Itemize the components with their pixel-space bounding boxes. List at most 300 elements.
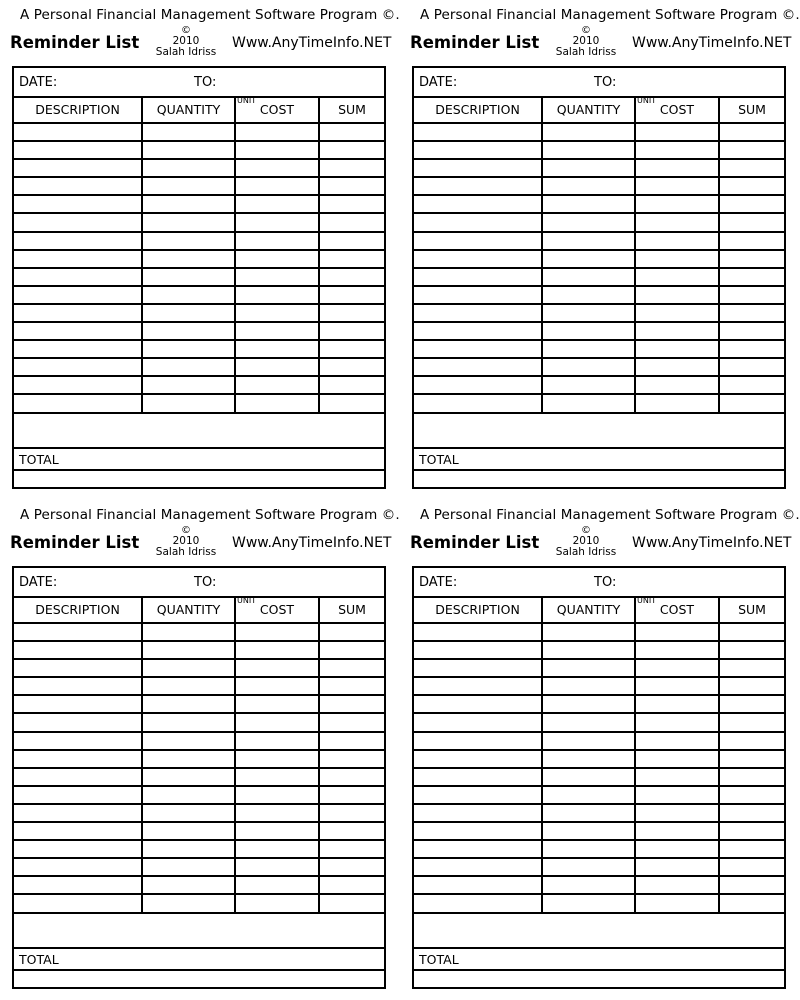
unit-cost-cell[interactable] xyxy=(235,304,319,322)
unit-cost-cell[interactable] xyxy=(635,894,719,912)
unit-cost-cell[interactable] xyxy=(635,358,719,376)
description-cell[interactable] xyxy=(414,304,542,322)
quantity-cell[interactable] xyxy=(142,768,235,786)
unit-cost-cell[interactable] xyxy=(635,786,719,804)
sum-cell[interactable] xyxy=(319,858,384,876)
quantity-cell[interactable] xyxy=(142,858,235,876)
sum-cell[interactable] xyxy=(719,213,784,231)
quantity-cell[interactable] xyxy=(142,195,235,213)
unit-cost-cell[interactable] xyxy=(635,376,719,394)
unit-cost-cell[interactable] xyxy=(635,159,719,177)
quantity-cell[interactable] xyxy=(542,268,635,286)
table-row xyxy=(414,713,784,731)
quantity-cell[interactable] xyxy=(142,804,235,822)
quantity-cell[interactable] xyxy=(542,286,635,304)
sum-cell[interactable] xyxy=(319,894,384,912)
table-row xyxy=(414,250,784,268)
unit-cost-cell[interactable] xyxy=(635,232,719,250)
unit-cost-cell[interactable] xyxy=(635,822,719,840)
unit-cost-cell[interactable] xyxy=(635,394,719,412)
sum-cell[interactable] xyxy=(319,232,384,250)
unit-cost-cell[interactable] xyxy=(235,195,319,213)
description-cell[interactable] xyxy=(14,695,142,713)
sum-cell[interactable] xyxy=(719,768,784,786)
description-cell[interactable] xyxy=(414,232,542,250)
unit-cost-cell[interactable] xyxy=(235,659,319,677)
unit-cost-cell[interactable] xyxy=(635,840,719,858)
sum-cell[interactable] xyxy=(319,159,384,177)
description-cell[interactable] xyxy=(414,858,542,876)
quantity-cell[interactable] xyxy=(542,623,635,641)
table-row xyxy=(14,894,384,912)
sum-cell[interactable] xyxy=(319,750,384,768)
unit-cost-cell[interactable] xyxy=(635,768,719,786)
table-row xyxy=(414,376,784,394)
unit-cost-cell[interactable] xyxy=(635,713,719,731)
unit-cost-cell[interactable] xyxy=(235,750,319,768)
description-cell[interactable] xyxy=(414,804,542,822)
column-header-unit-cost xyxy=(235,596,319,623)
description-cell[interactable] xyxy=(14,195,142,213)
quantity-cell[interactable] xyxy=(142,623,235,641)
quantity-cell[interactable] xyxy=(542,123,635,141)
quantity-cell[interactable] xyxy=(542,358,635,376)
quantity-cell[interactable] xyxy=(142,641,235,659)
sum-cell[interactable] xyxy=(319,195,384,213)
description-cell[interactable] xyxy=(414,750,542,768)
sum-cell[interactable] xyxy=(719,195,784,213)
description-cell[interactable] xyxy=(14,394,142,412)
unit-cost-cell[interactable] xyxy=(635,695,719,713)
sum-cell[interactable] xyxy=(319,804,384,822)
sum-cell[interactable] xyxy=(319,268,384,286)
description-cell[interactable] xyxy=(414,659,542,677)
sum-cell[interactable] xyxy=(719,641,784,659)
quantity-cell[interactable] xyxy=(142,732,235,750)
table-row xyxy=(14,268,384,286)
quantity-cell[interactable] xyxy=(142,123,235,141)
sum-cell[interactable] xyxy=(719,713,784,731)
unit-cost-cell[interactable] xyxy=(635,858,719,876)
sum-cell[interactable] xyxy=(719,804,784,822)
website-link: Www.AnyTimeInfo.NET xyxy=(232,535,392,551)
date-label: DATE: xyxy=(19,75,58,90)
description-cell[interactable] xyxy=(14,894,142,912)
sum-cell[interactable] xyxy=(719,177,784,195)
description-cell[interactable] xyxy=(14,858,142,876)
description-cell[interactable] xyxy=(414,177,542,195)
quantity-cell[interactable] xyxy=(142,159,235,177)
description-cell[interactable] xyxy=(414,322,542,340)
description-cell[interactable] xyxy=(414,195,542,213)
description-cell[interactable] xyxy=(14,659,142,677)
column-header-quantity: QUANTITY xyxy=(142,596,235,623)
quantity-cell[interactable] xyxy=(142,141,235,159)
description-cell[interactable] xyxy=(414,695,542,713)
unit-cost-cell[interactable] xyxy=(235,732,319,750)
sum-cell[interactable] xyxy=(719,659,784,677)
quantity-cell[interactable] xyxy=(542,677,635,695)
unit-cost-cell[interactable] xyxy=(235,713,319,731)
quantity-cell[interactable] xyxy=(542,659,635,677)
quantity-cell[interactable] xyxy=(142,840,235,858)
quantity-cell[interactable] xyxy=(542,786,635,804)
sum-cell[interactable] xyxy=(719,858,784,876)
unit-cost-cell[interactable] xyxy=(235,394,319,412)
unit-cost-cell[interactable] xyxy=(235,358,319,376)
column-header-description: DESCRIPTION xyxy=(14,596,142,623)
description-cell[interactable] xyxy=(14,177,142,195)
sum-cell[interactable] xyxy=(319,123,384,141)
sum-cell[interactable] xyxy=(319,623,384,641)
unit-cost-cell[interactable] xyxy=(235,641,319,659)
sum-cell[interactable] xyxy=(319,786,384,804)
description-cell[interactable] xyxy=(14,141,142,159)
description-cell[interactable] xyxy=(14,286,142,304)
table-row xyxy=(14,876,384,894)
unit-cost-cell[interactable] xyxy=(635,732,719,750)
quantity-cell[interactable] xyxy=(542,641,635,659)
unit-cost-cell[interactable] xyxy=(635,195,719,213)
table-row xyxy=(414,232,784,250)
quantity-cell[interactable] xyxy=(542,695,635,713)
unit-cost-cell[interactable] xyxy=(235,286,319,304)
sum-cell[interactable] xyxy=(719,141,784,159)
sum-cell[interactable] xyxy=(319,840,384,858)
description-cell[interactable] xyxy=(414,159,542,177)
description-cell[interactable] xyxy=(14,159,142,177)
unit-cost-cell[interactable] xyxy=(635,322,719,340)
table-row xyxy=(14,141,384,159)
unit-cost-cell[interactable] xyxy=(635,641,719,659)
description-cell[interactable] xyxy=(414,286,542,304)
table-row xyxy=(14,322,384,340)
column-header-quantity: QUANTITY xyxy=(142,96,235,123)
table-row xyxy=(14,304,384,322)
description-cell[interactable] xyxy=(14,786,142,804)
quantity-cell[interactable] xyxy=(542,840,635,858)
quantity-cell[interactable] xyxy=(142,822,235,840)
table-row xyxy=(14,840,384,858)
unit-cost-cell[interactable] xyxy=(235,768,319,786)
description-cell[interactable] xyxy=(14,268,142,286)
unit-cost-cell[interactable] xyxy=(635,123,719,141)
sum-cell[interactable] xyxy=(719,695,784,713)
table-row xyxy=(414,340,784,358)
date-row xyxy=(414,68,784,98)
description-cell[interactable] xyxy=(414,623,542,641)
description-cell[interactable] xyxy=(14,641,142,659)
unit-cost-cell[interactable] xyxy=(235,840,319,858)
description-cell[interactable] xyxy=(414,123,542,141)
unit-cost-cell[interactable] xyxy=(235,232,319,250)
sum-cell[interactable] xyxy=(319,286,384,304)
unit-cost-cell[interactable] xyxy=(235,340,319,358)
unit-label: UNIT xyxy=(237,596,257,605)
description-cell[interactable] xyxy=(14,876,142,894)
quantity-cell[interactable] xyxy=(142,322,235,340)
table-row xyxy=(14,677,384,695)
unit-cost-cell[interactable] xyxy=(235,695,319,713)
unit-cost-cell[interactable] xyxy=(635,304,719,322)
unit-cost-cell[interactable] xyxy=(635,659,719,677)
unit-cost-cell[interactable] xyxy=(235,623,319,641)
sum-cell[interactable] xyxy=(319,376,384,394)
unit-cost-cell[interactable] xyxy=(235,786,319,804)
description-cell[interactable] xyxy=(14,822,142,840)
description-cell[interactable] xyxy=(414,141,542,159)
sum-cell[interactable] xyxy=(319,695,384,713)
description-cell[interactable] xyxy=(14,123,142,141)
sum-cell[interactable] xyxy=(719,677,784,695)
quantity-cell[interactable] xyxy=(142,250,235,268)
unit-cost-cell[interactable] xyxy=(235,876,319,894)
sum-cell[interactable] xyxy=(719,894,784,912)
column-header-unit-cost xyxy=(235,96,319,123)
table-row xyxy=(414,286,784,304)
sum-cell[interactable] xyxy=(719,232,784,250)
quantity-cell[interactable] xyxy=(542,304,635,322)
quantity-cell[interactable] xyxy=(142,232,235,250)
sum-cell[interactable] xyxy=(319,213,384,231)
quantity-cell[interactable] xyxy=(542,768,635,786)
quantity-cell[interactable] xyxy=(142,394,235,412)
software-tagline: A Personal Financial Management Software Program ©. xyxy=(20,7,400,23)
quantity-cell[interactable] xyxy=(142,213,235,231)
sum-cell[interactable] xyxy=(719,623,784,641)
table-row xyxy=(14,786,384,804)
quantity-cell[interactable] xyxy=(142,268,235,286)
description-cell[interactable] xyxy=(14,304,142,322)
unit-cost-cell[interactable] xyxy=(635,213,719,231)
column-header-description: DESCRIPTION xyxy=(414,96,542,123)
unit-cost-cell[interactable] xyxy=(635,268,719,286)
column-header-unit-cost xyxy=(635,96,719,123)
sum-cell[interactable] xyxy=(319,822,384,840)
sum-cell[interactable] xyxy=(319,358,384,376)
description-cell[interactable] xyxy=(414,394,542,412)
unit-cost-cell[interactable] xyxy=(635,250,719,268)
quantity-cell[interactable] xyxy=(542,213,635,231)
unit-cost-cell[interactable] xyxy=(635,141,719,159)
sum-cell[interactable] xyxy=(719,268,784,286)
sum-cell[interactable] xyxy=(719,750,784,768)
quantity-cell[interactable] xyxy=(542,876,635,894)
sum-cell[interactable] xyxy=(319,340,384,358)
description-cell[interactable] xyxy=(14,322,142,340)
unit-cost-cell[interactable] xyxy=(635,677,719,695)
description-cell[interactable] xyxy=(414,732,542,750)
description-cell[interactable] xyxy=(14,713,142,731)
sum-cell[interactable] xyxy=(319,713,384,731)
sum-cell[interactable] xyxy=(719,822,784,840)
description-cell[interactable] xyxy=(414,713,542,731)
description-cell[interactable] xyxy=(414,840,542,858)
description-cell[interactable] xyxy=(414,340,542,358)
sum-cell[interactable] xyxy=(719,322,784,340)
description-cell[interactable] xyxy=(414,786,542,804)
description-cell[interactable] xyxy=(414,876,542,894)
quantity-cell[interactable] xyxy=(542,858,635,876)
description-cell[interactable] xyxy=(14,213,142,231)
table-row xyxy=(14,641,384,659)
table-row xyxy=(414,177,784,195)
sum-cell[interactable] xyxy=(319,394,384,412)
quantity-cell[interactable] xyxy=(142,677,235,695)
unit-cost-cell[interactable] xyxy=(235,177,319,195)
quantity-cell[interactable] xyxy=(542,732,635,750)
description-cell[interactable] xyxy=(414,768,542,786)
sum-cell[interactable] xyxy=(319,304,384,322)
quantity-cell[interactable] xyxy=(542,177,635,195)
description-cell[interactable] xyxy=(14,232,142,250)
quantity-cell[interactable] xyxy=(542,250,635,268)
copyright-year: 2010 xyxy=(172,35,200,47)
sum-cell[interactable] xyxy=(319,677,384,695)
sum-cell[interactable] xyxy=(719,732,784,750)
description-cell[interactable] xyxy=(414,894,542,912)
description-cell[interactable] xyxy=(414,677,542,695)
sum-cell[interactable] xyxy=(719,340,784,358)
sum-cell[interactable] xyxy=(319,250,384,268)
table-row xyxy=(414,732,784,750)
description-cell[interactable] xyxy=(414,268,542,286)
quantity-cell[interactable] xyxy=(142,695,235,713)
sum-cell[interactable] xyxy=(719,358,784,376)
description-cell[interactable] xyxy=(14,623,142,641)
sum-cell[interactable] xyxy=(319,177,384,195)
quantity-cell[interactable] xyxy=(142,177,235,195)
description-cell[interactable] xyxy=(14,340,142,358)
quantity-cell[interactable] xyxy=(542,894,635,912)
quantity-cell[interactable] xyxy=(142,876,235,894)
quantity-cell[interactable] xyxy=(542,394,635,412)
description-cell[interactable] xyxy=(414,358,542,376)
description-cell[interactable] xyxy=(414,376,542,394)
unit-cost-cell[interactable] xyxy=(635,340,719,358)
sum-cell[interactable] xyxy=(719,786,784,804)
description-cell[interactable] xyxy=(414,250,542,268)
sum-cell[interactable] xyxy=(319,322,384,340)
unit-cost-cell[interactable] xyxy=(235,322,319,340)
quantity-cell[interactable] xyxy=(142,713,235,731)
description-cell[interactable] xyxy=(414,641,542,659)
quantity-cell[interactable] xyxy=(142,659,235,677)
sum-cell[interactable] xyxy=(319,732,384,750)
sum-cell[interactable] xyxy=(319,768,384,786)
unit-cost-cell[interactable] xyxy=(235,804,319,822)
sum-cell[interactable] xyxy=(719,394,784,412)
description-cell[interactable] xyxy=(14,750,142,768)
unit-cost-cell[interactable] xyxy=(235,858,319,876)
table-row xyxy=(14,623,384,641)
sum-cell[interactable] xyxy=(719,876,784,894)
unit-cost-cell[interactable] xyxy=(235,376,319,394)
unit-cost-cell[interactable] xyxy=(235,894,319,912)
sum-cell[interactable] xyxy=(719,286,784,304)
unit-cost-cell[interactable] xyxy=(635,286,719,304)
unit-cost-cell[interactable] xyxy=(635,876,719,894)
sum-cell[interactable] xyxy=(319,141,384,159)
unit-cost-cell[interactable] xyxy=(635,177,719,195)
quantity-cell[interactable] xyxy=(142,376,235,394)
reminder-form xyxy=(412,566,786,989)
unit-cost-cell[interactable] xyxy=(235,268,319,286)
sum-cell[interactable] xyxy=(719,123,784,141)
description-cell[interactable] xyxy=(14,250,142,268)
description-cell[interactable] xyxy=(14,732,142,750)
unit-cost-cell[interactable] xyxy=(635,750,719,768)
unit-cost-cell[interactable] xyxy=(235,250,319,268)
copyright-block xyxy=(552,25,620,58)
table-header-row xyxy=(14,596,384,623)
table-row xyxy=(14,123,384,141)
description-cell[interactable] xyxy=(14,804,142,822)
copyright-symbol: © xyxy=(181,25,191,36)
sum-cell[interactable] xyxy=(319,659,384,677)
quantity-cell[interactable] xyxy=(542,804,635,822)
description-cell[interactable] xyxy=(14,840,142,858)
quantity-cell[interactable] xyxy=(142,786,235,804)
quantity-cell[interactable] xyxy=(542,159,635,177)
unit-cost-cell[interactable] xyxy=(235,123,319,141)
sum-cell[interactable] xyxy=(719,159,784,177)
reminder-form xyxy=(412,66,786,489)
table-row xyxy=(414,750,784,768)
unit-cost-cell[interactable] xyxy=(235,213,319,231)
quantity-cell[interactable] xyxy=(542,750,635,768)
quantity-cell[interactable] xyxy=(542,340,635,358)
sum-cell[interactable] xyxy=(319,641,384,659)
description-cell[interactable] xyxy=(414,822,542,840)
quantity-cell[interactable] xyxy=(142,894,235,912)
sum-cell[interactable] xyxy=(319,876,384,894)
quantity-cell[interactable] xyxy=(542,232,635,250)
unit-cost-cell[interactable] xyxy=(635,804,719,822)
unit-cost-cell[interactable] xyxy=(235,159,319,177)
description-cell[interactable] xyxy=(14,376,142,394)
quantity-cell[interactable] xyxy=(142,750,235,768)
quantity-cell[interactable] xyxy=(542,322,635,340)
quantity-cell[interactable] xyxy=(142,304,235,322)
quantity-cell[interactable] xyxy=(142,358,235,376)
sum-cell[interactable] xyxy=(719,376,784,394)
description-cell[interactable] xyxy=(14,677,142,695)
software-tagline: A Personal Financial Management Software Program ©. xyxy=(420,507,800,523)
sum-cell[interactable] xyxy=(719,840,784,858)
unit-cost-cell[interactable] xyxy=(235,822,319,840)
quantity-cell[interactable] xyxy=(142,286,235,304)
quantity-cell[interactable] xyxy=(542,822,635,840)
unit-cost-cell[interactable] xyxy=(235,677,319,695)
quantity-cell[interactable] xyxy=(542,141,635,159)
sum-cell[interactable] xyxy=(719,304,784,322)
description-cell[interactable] xyxy=(14,358,142,376)
quantity-cell[interactable] xyxy=(142,340,235,358)
sum-cell[interactable] xyxy=(719,250,784,268)
description-cell[interactable] xyxy=(414,213,542,231)
quantity-cell[interactable] xyxy=(542,713,635,731)
unit-cost-cell[interactable] xyxy=(235,141,319,159)
quantity-cell[interactable] xyxy=(542,376,635,394)
unit-cost-cell[interactable] xyxy=(635,623,719,641)
copyright-author: Salah Idriss xyxy=(555,46,617,58)
quantity-cell[interactable] xyxy=(542,195,635,213)
table-row xyxy=(14,250,384,268)
reminder-list-title: Reminder List xyxy=(410,33,540,52)
description-cell[interactable] xyxy=(14,768,142,786)
table-row xyxy=(414,322,784,340)
